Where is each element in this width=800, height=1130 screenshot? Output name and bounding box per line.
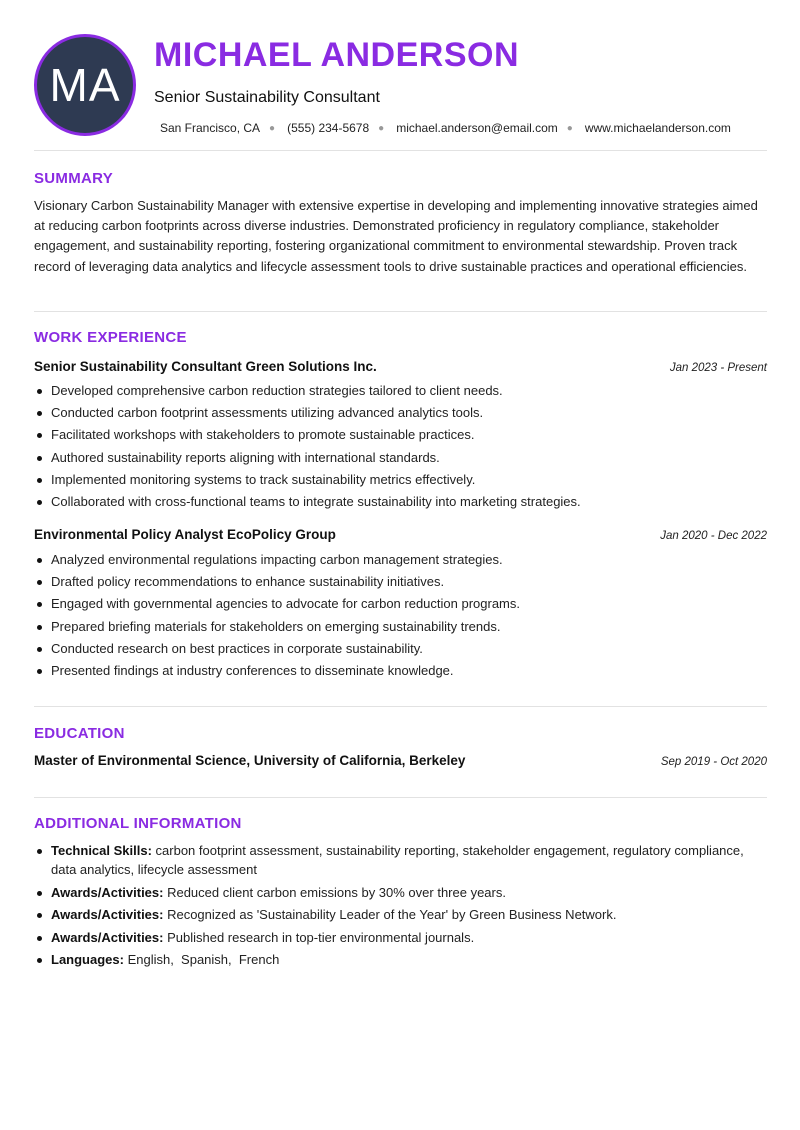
- avatar: [34, 34, 136, 136]
- list-item: Implemented monitoring systems to track sustainability metrics effectively.: [34, 470, 767, 492]
- separator-dot-icon: ●: [269, 122, 276, 134]
- job-dates: Jan 2023 - Present: [669, 362, 767, 374]
- info-label: Technical Skills:: [51, 843, 152, 858]
- list-item: Collaborated with cross-functional teams to integrate sustainability into marketing strategies.: [34, 492, 767, 514]
- education-entry: [34, 753, 767, 768]
- info-label: Awards/Activities:: [51, 907, 164, 922]
- candidate-title: Senior Sustainability Consultant: [154, 89, 380, 106]
- separator-dot-icon: ●: [566, 122, 573, 134]
- list-item: Analyzed environmental regulations impacting carbon management strategies.: [34, 550, 767, 572]
- summary-text: Visionary Carbon Sustainability Manager with extensive expertise in developing and implementing innovative strategies aimed at reducing carbon footprints across diverse industries. Demonstrated proficiency in regulatory compliance, stakeholder engagement, and sustainability reporting, fostering organizational commitment to environmental stewardship. Proven track record of leveraging data analytics and lifecycle assessment tools to drive sustainable practices and operational efficiencies.: [34, 198, 758, 274]
- list-item: [34, 928, 767, 947]
- list-item: Prepared briefing materials for stakeholders on emerging sustainability trends.: [34, 617, 767, 639]
- candidate-name: MICHAEL ANDERSON: [154, 36, 520, 74]
- avatar-initials: MA: [49, 59, 121, 111]
- list-item: [34, 950, 767, 969]
- list-item: Authored sustainability reports aligning with international standards.: [34, 448, 767, 470]
- education-dates: Sep 2019 - Oct 2020: [660, 756, 767, 768]
- divider: [34, 150, 767, 151]
- job-role: Environmental Policy Analyst EcoPolicy Group: [34, 527, 336, 542]
- list-item: Drafted policy recommendations to enhance sustainability initiatives.: [34, 572, 767, 594]
- list-item: Presented findings at industry conferences to disseminate knowledge.: [34, 661, 767, 683]
- info-text: carbon footprint assessment, sustainability reporting, stakeholder engagement, regulatory compliance, data analytics, lifecycle assessment: [51, 843, 744, 877]
- divider: [34, 311, 767, 312]
- education-degree: Master of Environmental Science, University of California, Berkeley: [34, 753, 466, 768]
- job-bullets: [34, 550, 767, 683]
- job-header: [34, 359, 767, 374]
- contact-email[interactable]: michael.anderson@email.com: [396, 121, 558, 135]
- summary-heading: SUMMARY: [34, 170, 114, 187]
- job-dates: Jan 2020 - Dec 2022: [660, 530, 767, 542]
- experience-heading: WORK EXPERIENCE: [34, 329, 187, 346]
- education-heading: EDUCATION: [34, 725, 125, 742]
- info-label: Awards/Activities:: [51, 929, 164, 945]
- info-text: Reduced client carbon emissions by 30% over three years.: [163, 884, 506, 900]
- info-label: Awards/Activities:: [51, 884, 164, 900]
- list-item: [34, 883, 767, 902]
- info-text: English, Spanish, French: [123, 952, 280, 967]
- contact-location: San Francisco, CA: [160, 121, 261, 135]
- additional-heading: ADDITIONAL INFORMATION: [34, 815, 242, 832]
- job-role: Senior Sustainability Consultant Green Solutions Inc.: [34, 359, 377, 374]
- list-item: Engaged with governmental agencies to advocate for carbon reduction programs.: [34, 594, 767, 616]
- job-bullets: [34, 381, 767, 514]
- contact-website[interactable]: www.michaelanderson.com: [584, 121, 731, 135]
- info-text: Published research in top-tier environmental journals.: [163, 929, 475, 945]
- separator-dot-icon: ●: [378, 122, 385, 134]
- list-item: [34, 841, 767, 879]
- list-item: Conducted carbon footprint assessments utilizing advanced analytics tools.: [34, 403, 767, 425]
- additional-list: [34, 841, 767, 973]
- info-label: Languages:: [51, 952, 124, 967]
- contact-phone: (555) 234-5678: [287, 121, 370, 135]
- list-item: Facilitated workshops with stakeholders to promote sustainable practices.: [34, 425, 767, 447]
- divider: [34, 706, 767, 707]
- contact-bar: [160, 121, 731, 135]
- list-item: [34, 905, 767, 924]
- divider: [34, 797, 767, 798]
- info-text: Recognized as 'Sustainability Leader of the Year' by Green Business Network.: [163, 907, 617, 922]
- job-header: [34, 527, 767, 542]
- list-item: Developed comprehensive carbon reduction strategies tailored to client needs.: [34, 381, 767, 403]
- list-item: Conducted research on best practices in corporate sustainability.: [34, 639, 767, 661]
